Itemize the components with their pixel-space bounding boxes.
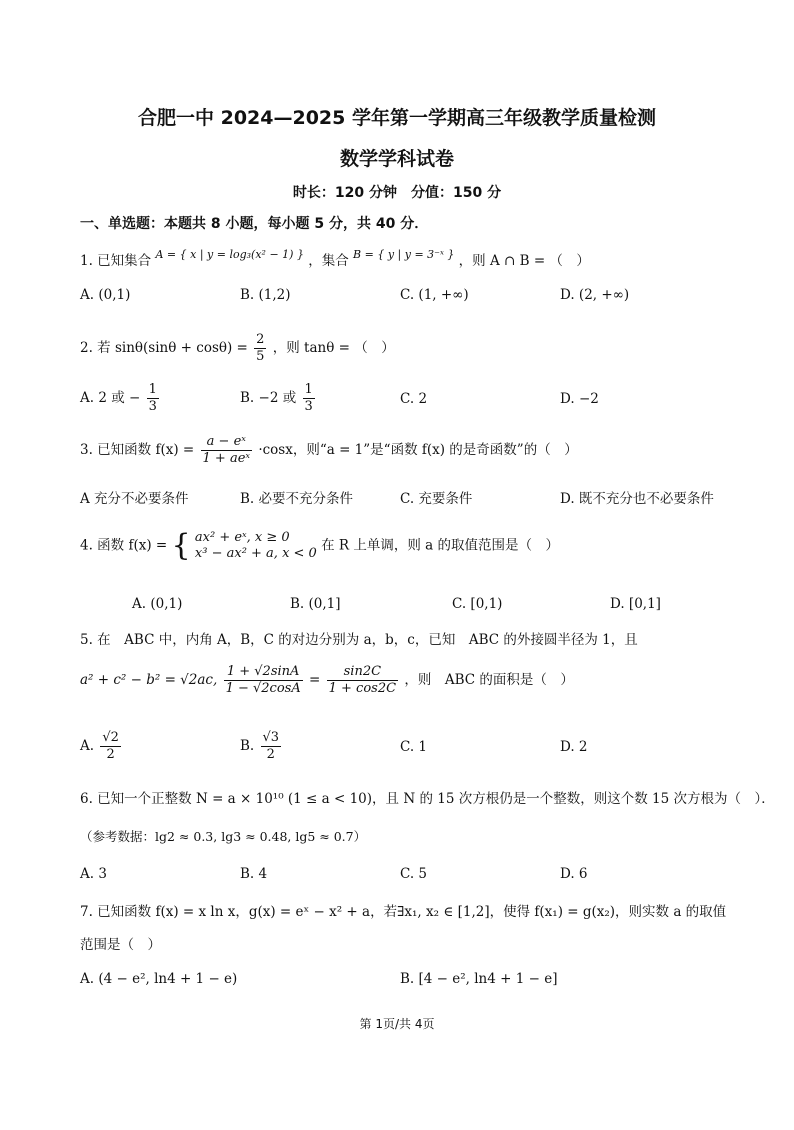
q1-option-b: B. (1,2) xyxy=(240,287,291,303)
q3-tail: ·cosx，则“a = 1”是“函数 f(x) 的是奇函数”的（ ） xyxy=(258,442,578,458)
q2-a-text: 2 或 − xyxy=(98,390,141,406)
q3-frac-den: 1 + aeˣ xyxy=(202,451,251,466)
q5-option-a xyxy=(80,730,123,763)
q2-option-a xyxy=(80,382,161,415)
q5-b-label: B. xyxy=(240,738,255,754)
question-2 xyxy=(80,332,395,365)
q5-f1-num: 1 + √2sinA xyxy=(224,664,303,681)
q1-tail: ，则 A ∩ B = （ ） xyxy=(458,253,590,269)
q6-option-c: C. 5 xyxy=(400,866,428,882)
section-heading: 一、单选题：本题共 8 小题，每小题 5 分，共 40 分． xyxy=(80,216,429,232)
q2-a-den: 3 xyxy=(148,399,157,414)
q2-prefix: 2. 若 sinθ(sinθ + cosθ) = xyxy=(80,340,248,356)
q5-fraction-1 xyxy=(224,664,303,697)
question-4 xyxy=(80,530,559,562)
q5-option-b xyxy=(240,730,283,763)
q5-f2-num: sin2C xyxy=(327,664,398,681)
q5-b-num: √3 xyxy=(262,730,280,745)
q2-c-label: C. xyxy=(400,391,415,407)
q7-option-a: A. (4 − e², ln4 + 1 − e) xyxy=(80,971,238,987)
q6-option-a: A. 3 xyxy=(80,866,107,882)
q5-eq-left: a² + c² − b² = √2ac, xyxy=(80,672,218,688)
q5-a-num: √2 xyxy=(102,730,119,745)
q3-prefix: 3. 已知函数 f(x) = xyxy=(80,442,195,458)
q1-option-d: D. (2, +∞) xyxy=(560,287,630,303)
q1-option-c: C. (1, +∞) xyxy=(400,287,469,303)
q5-f1-den: 1 − √2cosA xyxy=(225,681,301,696)
q1-prefix: 1. 已知集合 xyxy=(80,253,152,269)
q7-option-b: B. [4 − e², ln4 + 1 − e] xyxy=(400,971,558,987)
question-5-line-1: 5. 在 ABC 中，内角 A，B，C 的对边分别为 a，b，c，已知 ABC 的外接圆半径为 1，且 xyxy=(80,632,638,648)
question-7-line-1: 7. 已知函数 f(x) = x ln x，g(x) = eˣ − x² + a，若∃x₁, x₂ ∈ [1,2]，使得 f(x₁) = g(x₂)，则实数 a 的取值 xyxy=(80,904,727,920)
q2-b-label: B. xyxy=(240,390,255,406)
q2-option-b xyxy=(240,382,317,415)
q4-prefix: 4. 函数 f(x) = xyxy=(80,537,168,554)
q2-d-text: −2 xyxy=(578,391,599,407)
exam-meta: 时长：120 分钟 分值：150 分 xyxy=(292,185,502,201)
q3-frac-num: a − eˣ xyxy=(201,434,253,451)
q3-fraction xyxy=(201,434,253,467)
q5-f2-den: 1 + cos2C xyxy=(328,681,397,696)
q2-option-d xyxy=(560,391,599,407)
q2-option-c xyxy=(400,391,427,407)
exam-title: 合肥一中 2024—2025 学年第一学期高三年级教学质量检测 xyxy=(138,107,656,129)
q4-piecewise xyxy=(195,530,317,562)
question-3 xyxy=(80,434,578,467)
q2-a-label: A. xyxy=(80,390,95,406)
q2-d-label: D. xyxy=(560,391,575,407)
q1-set-b: B = { y | y = 3⁻ˣ } xyxy=(353,248,455,261)
q2-b-num: 1 xyxy=(304,382,313,397)
q3-option-d: D. 既不充分也不必要条件 xyxy=(560,491,714,507)
q5-option-d: D. 2 xyxy=(560,739,588,755)
q3-option-a: A 充分不必要条件 xyxy=(80,491,189,507)
q1-mid: ，集合 xyxy=(308,253,349,269)
q2-b-text: −2 或 xyxy=(258,390,297,406)
q4-option-b: B. (0,1] xyxy=(290,596,341,612)
page-number: 第 1页/共 4页 xyxy=(359,1017,435,1031)
q2-frac-num: 2 xyxy=(256,332,265,347)
q4-tail: 在 R 上单调，则 a 的取值范围是（ ） xyxy=(321,537,560,554)
q2-b-den: 3 xyxy=(304,399,313,414)
question-6-line-1: 6. 已知一个正整数 N = a × 10¹⁰ (1 ≤ a < 10)，且 N 的 15 次方根仍是一个整数，则这个数 15 次方根为（ ）． xyxy=(80,791,775,807)
q3-option-c: C. 充要条件 xyxy=(400,491,473,507)
q2-frac-den: 5 xyxy=(256,349,265,364)
q2-tail: ，则 tanθ = （ ） xyxy=(272,340,395,356)
q4-brace: { xyxy=(171,528,191,563)
q5-a-label: A. xyxy=(80,738,95,754)
q2-c-text: 2 xyxy=(418,391,428,407)
question-6-line-2: （参考数据：lg2 ≈ 0.3, lg3 ≈ 0.48, lg5 ≈ 0.7） xyxy=(80,829,367,844)
q1-option-a: A. (0,1) xyxy=(80,287,131,303)
q6-option-b: B. 4 xyxy=(240,866,268,882)
question-5-line-2 xyxy=(80,664,574,697)
q5-tail: ，则 ABC 的面积是（ ） xyxy=(404,672,574,688)
q4-option-c: C. [0,1) xyxy=(452,596,503,612)
q2-a-num: 1 xyxy=(148,382,157,397)
question-7-line-2: 范围是（ ） xyxy=(80,937,161,953)
q3-option-b: B. 必要不充分条件 xyxy=(240,491,354,507)
q4-case-1: ax² + eˣ, x ≥ 0 xyxy=(194,530,290,545)
q5-b-den: 2 xyxy=(266,747,275,762)
q5-a-den: 2 xyxy=(106,747,115,762)
q1-set-a: A = { x | y = log₃(x² − 1) } xyxy=(155,248,304,261)
q4-option-d: D. [0,1] xyxy=(610,596,661,612)
q4-case-2: x³ − ax² + a, x < 0 xyxy=(194,546,317,561)
q5-eq-mid: = xyxy=(309,672,321,688)
exam-subtitle: 数学学科试卷 xyxy=(339,148,454,170)
q6-option-d: D. 6 xyxy=(560,866,588,882)
q5-fraction-2 xyxy=(327,664,398,697)
q5-option-c: C. 1 xyxy=(400,739,428,755)
q4-option-a: A. (0,1) xyxy=(132,596,183,612)
q2-fraction xyxy=(254,332,266,365)
question-1 xyxy=(80,248,590,271)
